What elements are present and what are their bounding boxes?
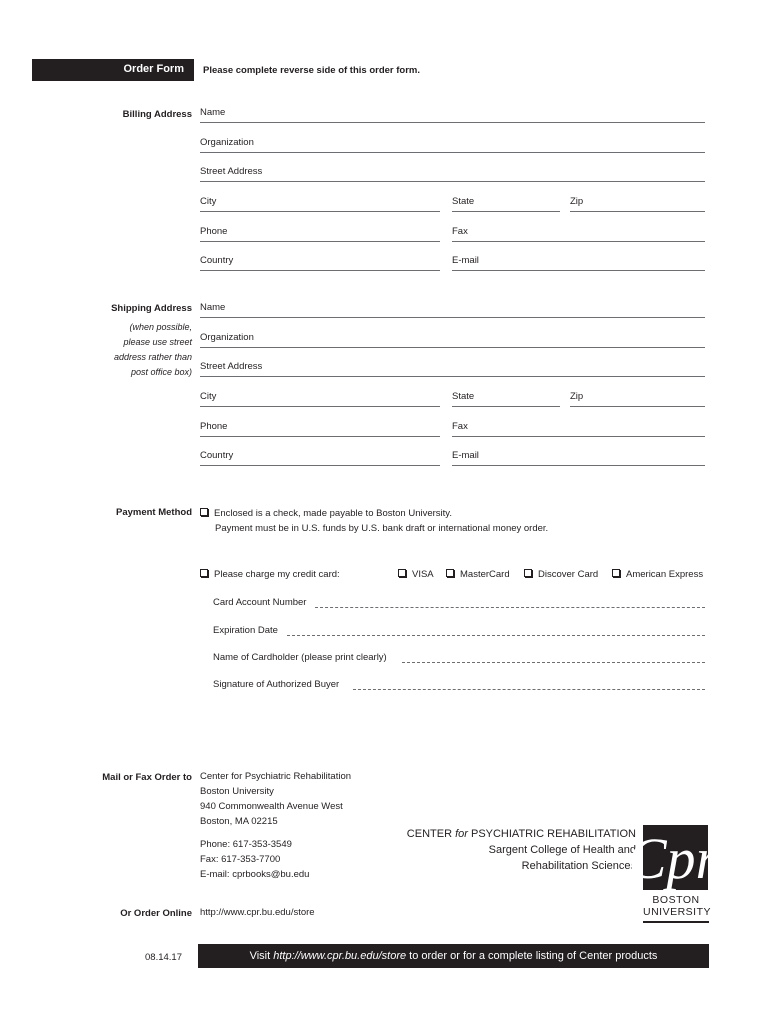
shipping-state-field[interactable]: State: [452, 391, 560, 407]
billing-email-field[interactable]: E-mail: [452, 255, 705, 271]
cpr-logo-mark: [627, 825, 719, 891]
billing-zip-field[interactable]: Zip: [570, 196, 705, 212]
order-form-header: [32, 59, 194, 81]
credit-card-option[interactable]: Please charge my credit card:: [200, 567, 340, 583]
order-online-link[interactable]: http://www.cpr.bu.edu/store: [200, 907, 315, 918]
shipping-address-note: (when possible, please use street address rather than post office box): [113, 322, 192, 377]
check-payment-note: Payment must be in U.S. funds by U.S. bank draft or international money order.: [215, 523, 549, 534]
mail-fax-label: Mail or Fax Order to: [102, 772, 192, 783]
billing-phone-field[interactable]: Phone: [200, 226, 440, 242]
shipping-city-field[interactable]: City: [200, 391, 440, 407]
contact-info: Phone: 617-353-3549 Fax: 617-353-7700 E-mail: cprbooks@bu.edu: [200, 839, 310, 880]
billing-state-field[interactable]: State: [452, 196, 560, 212]
cpr-logo-icon: [627, 825, 719, 891]
svg-text:Cpr: Cpr: [627, 826, 719, 891]
shipping-phone-field[interactable]: Phone: [200, 421, 440, 437]
shipping-street-field[interactable]: Street Address: [200, 361, 705, 377]
shipping-name-field[interactable]: Name: [200, 302, 705, 318]
footer-banner: Visit http://www.cpr.bu.edu/store to order or for a complete listing of Center products: [198, 944, 709, 968]
mailing-address: Center for Psychiatric Rehabilitation Boston University 940 Commonwealth Avenue West Boston, MA 02215: [200, 771, 352, 827]
cardholder-name-field[interactable]: Name of Cardholder (please print clearly): [213, 652, 705, 666]
payment-method-label: Payment Method: [115, 507, 192, 518]
check-option[interactable]: Enclosed is a check, made payable to Boston University.: [200, 506, 452, 522]
billing-city-field[interactable]: City: [200, 196, 440, 212]
buyer-signature-field[interactable]: Signature of Authorized Buyer: [213, 679, 705, 693]
billing-street-field[interactable]: Street Address: [200, 166, 705, 182]
mastercard-option[interactable]: MasterCard: [446, 567, 510, 583]
shipping-organization-field[interactable]: Organization: [200, 332, 705, 348]
billing-country-field[interactable]: Country: [200, 255, 440, 271]
shipping-country-field[interactable]: Country: [200, 450, 440, 466]
billing-fax-field[interactable]: Fax: [452, 226, 705, 242]
mastercard-checkbox[interactable]: [446, 569, 454, 577]
bu-divider: [643, 921, 709, 923]
shipping-email-field[interactable]: E-mail: [452, 450, 705, 466]
visa-checkbox[interactable]: [398, 569, 406, 577]
footer-store-link[interactable]: http://www.cpr.bu.edu/store: [273, 950, 407, 962]
credit-card-checkbox[interactable]: [200, 569, 208, 577]
card-account-number-field[interactable]: Card Account Number: [213, 597, 705, 611]
amex-option[interactable]: American Express: [612, 567, 703, 583]
page-title: Order Form: [123, 63, 184, 75]
expiration-date-field[interactable]: Expiration Date: [213, 625, 705, 639]
check-checkbox[interactable]: [200, 508, 208, 516]
billing-name-field[interactable]: Name: [200, 107, 705, 123]
shipping-fax-field[interactable]: Fax: [452, 421, 705, 437]
revision-date: 08.14.17: [145, 952, 182, 963]
boston-university-wordmark: BOSTON UNIVERSITY: [643, 894, 712, 918]
discover-checkbox[interactable]: [524, 569, 532, 577]
billing-address-label: Billing Address: [122, 109, 192, 120]
discover-option[interactable]: Discover Card: [524, 567, 598, 583]
order-online-label: Or Order Online: [120, 908, 192, 919]
visa-option[interactable]: VISA: [398, 567, 434, 583]
shipping-address-label: Shipping Address: [111, 303, 192, 314]
header-note: Please complete reverse side of this order form.: [203, 65, 421, 76]
center-logo-text: CENTER for PSYCHIATRIC REHABILITATION Sargent College of Health and Rehabilitation Sciences: [406, 828, 636, 872]
amex-checkbox[interactable]: [612, 569, 620, 577]
billing-organization-field[interactable]: Organization: [200, 137, 705, 153]
shipping-zip-field[interactable]: Zip: [570, 391, 705, 407]
